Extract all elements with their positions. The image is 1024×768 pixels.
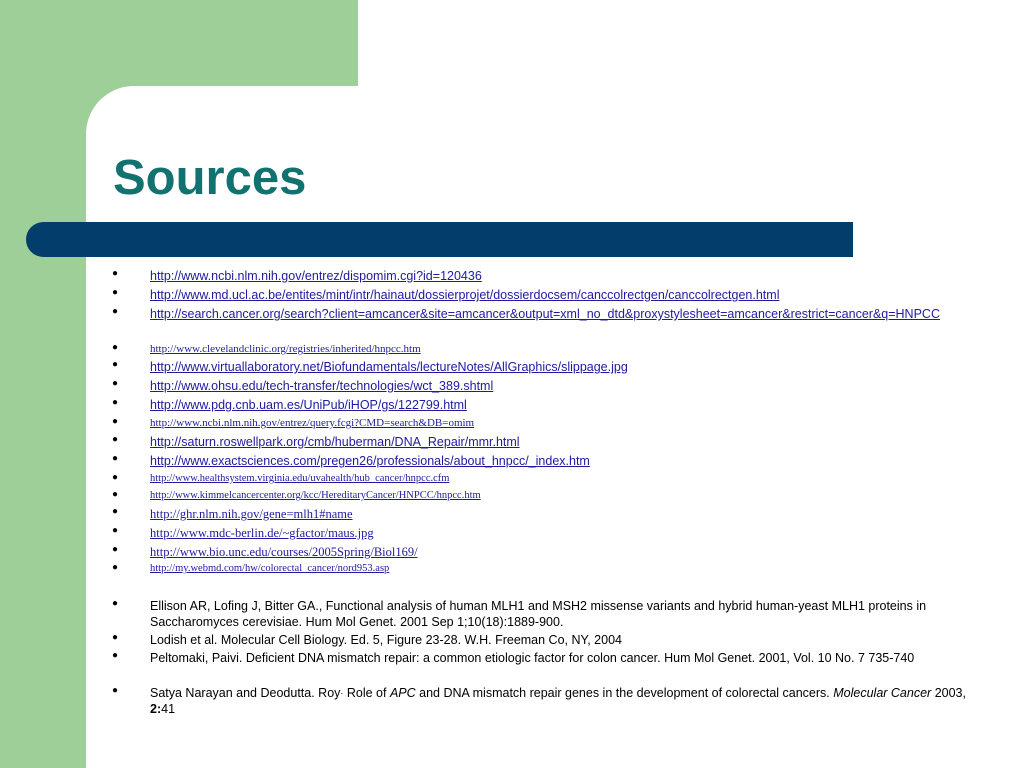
journal-name: Molecular Cancer xyxy=(833,686,932,700)
slide-title: Sources xyxy=(113,151,307,205)
bullet-icon: ● xyxy=(112,342,119,353)
bullet-icon: ● xyxy=(112,472,119,483)
source-link[interactable]: http://www.exactsciences.com/pregen26/professionals/about_hnpcc/_index.htm xyxy=(150,454,590,468)
satya-text-b: and DNA mismatch repair genes in the development of colorectal cancers. xyxy=(415,686,834,700)
bullet-icon: ● xyxy=(112,268,119,279)
source-link[interactable]: http://ghr.nlm.nih.gov/gene=mlh1#name xyxy=(150,507,353,521)
source-link[interactable]: http://search.cancer.org/search?client=amcancer&site=amcancer&output=xml_no_dtd&proxystylesheet=amcancer&restrict=cancer&q=HNPCC xyxy=(150,307,940,321)
journal-year: 2003, xyxy=(931,686,966,700)
gene-apc: APC xyxy=(389,686,416,700)
bullet-icon: ● xyxy=(112,453,119,464)
bullet-icon: ● xyxy=(112,544,119,555)
source-link[interactable]: http://www.kimmelcancercenter.org/kcc/HereditaryCancer/HNPCC/hnpcc.htm xyxy=(150,490,481,501)
bullet-icon: ● xyxy=(112,506,119,517)
bullet-icon: ● xyxy=(112,306,119,317)
bullet-icon: ● xyxy=(112,359,119,370)
bullet-icon: ● xyxy=(112,632,119,643)
source-link[interactable]: http://www.healthsystem.virginia.edu/uvahealth/hub_cancer/hnpcc.cfm xyxy=(150,473,450,484)
bullet-icon: ● xyxy=(112,489,119,500)
bullet-icon: ● xyxy=(112,525,119,536)
bullet-icon: ● xyxy=(112,685,119,696)
source-link[interactable]: http://www.bio.unc.edu/courses/2005Spring/Biol169/ xyxy=(150,545,418,559)
reference-satya xyxy=(150,685,990,717)
source-link[interactable]: http://www.ncbi.nlm.nih.gov/entrez/dispomim.cgi?id=120436 xyxy=(150,269,482,283)
source-link[interactable]: http://saturn.roswellpark.org/cmb/huberman/DNA_Repair/mmr.html xyxy=(150,435,520,449)
bullet-icon: ● xyxy=(112,378,119,389)
source-link[interactable]: http://www.virtuallaboratory.net/Biofundamentals/lectureNotes/AllGraphics/slippage.jpg xyxy=(150,360,628,374)
source-link[interactable]: http://www.mdc-berlin.de/~gfactor/maus.jpg xyxy=(150,526,374,540)
source-link[interactable]: http://www.ohsu.edu/tech-transfer/technologies/wct_389.shtml xyxy=(150,379,494,393)
source-link[interactable]: http://www.ncbi.nlm.nih.gov/entrez/query.fcgi?CMD=search&DB=omim xyxy=(150,417,475,429)
satya-authors: Satya Narayan and Deodutta. Roy xyxy=(150,686,341,700)
reference-ellison: Ellison AR, Lofing J, Bitter GA., Functional analysis of human MLH1 and MSH2 missense variants and hybrid human-yeast MLH1 proteins in Saccharomyces cerevisiae. Hum Mol Genet. 2001 Sep 1;10(18):1889-900. xyxy=(150,599,927,629)
journal-page: 41 xyxy=(161,702,176,716)
volume-colon: : xyxy=(156,702,162,716)
reference-peltomaki: Peltomaki, Paivi. Deficient DNA mismatch repair: a common etiologic factor for colon cancer. Hum Mol Genet. 2001, Vol. 10 No. 7 735-740 xyxy=(150,651,915,665)
journal-volume: 2 xyxy=(150,702,157,716)
bullet-icon: ● xyxy=(112,287,119,298)
reference-lodish: Lodish et al. Molecular Cell Biology. Ed. 5, Figure 23-28. W.H. Freeman Co, NY, 2004 xyxy=(150,633,622,647)
bullet-icon: ● xyxy=(112,650,119,661)
title-underline-bar xyxy=(26,222,853,257)
bullet-icon: ● xyxy=(112,397,119,408)
source-link[interactable]: http://www.pdg.cnb.uam.es/UniPub/iHOP/gs/122799.html xyxy=(150,398,467,412)
bullet-icon: ● xyxy=(112,598,119,609)
bullet-icon: ● xyxy=(112,434,119,445)
source-link[interactable]: http://my.webmd.com/hw/colorectal_cancer/nord953.asp xyxy=(150,563,390,574)
author-separator: · xyxy=(340,688,344,698)
source-link[interactable]: http://www.md.ucl.ac.be/entites/mint/intr/hainaut/dossierprojet/dossierdocsem/canccolrectgen/canccolrectgen.html xyxy=(150,288,780,302)
satya-text-a: Role of xyxy=(343,686,390,700)
bullet-icon: ● xyxy=(112,562,119,573)
green-side-strip xyxy=(0,0,86,768)
source-link[interactable]: http://www.clevelandclinic.org/registries/inherited/hnpcc.htm xyxy=(150,343,421,355)
bullet-icon: ● xyxy=(112,416,119,427)
